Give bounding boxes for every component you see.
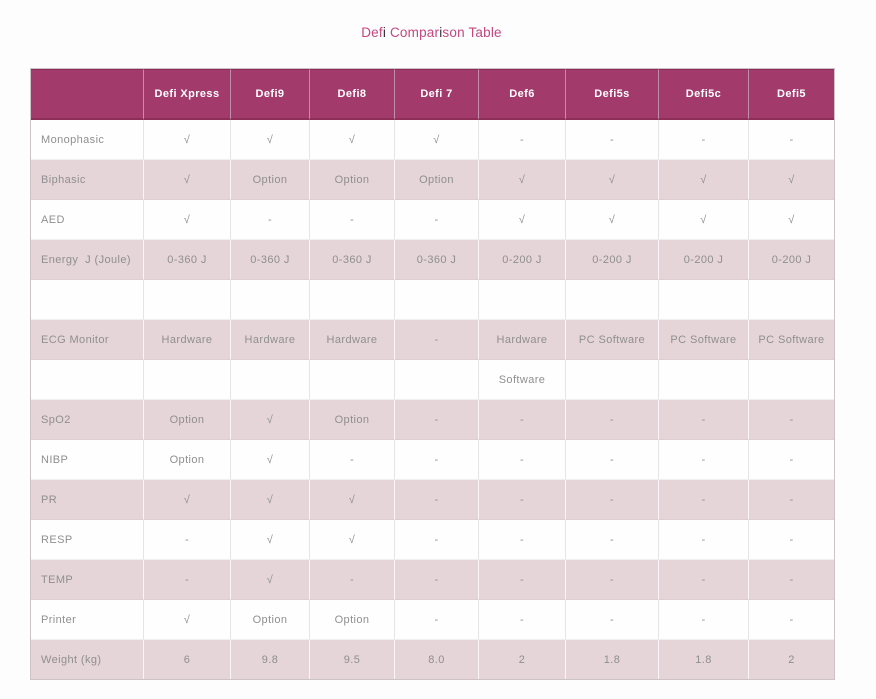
cell: √: [231, 520, 310, 560]
cell: 9.8: [231, 640, 310, 679]
cell: -: [749, 520, 834, 560]
cell: -: [479, 480, 566, 520]
row-label: AED: [31, 200, 144, 240]
table-body: [31, 120, 834, 679]
cell: 0-360 J: [395, 240, 479, 280]
cell: [479, 280, 566, 320]
cell: 2: [749, 640, 834, 679]
cell: 8.0: [395, 640, 479, 679]
table-row-pr: [31, 480, 834, 520]
cell: √: [144, 480, 231, 520]
table-row-aed: [31, 200, 834, 240]
cell: √: [479, 200, 566, 240]
cell: √: [479, 160, 566, 200]
cell: -: [395, 600, 479, 640]
row-label: NIBP: [31, 440, 144, 480]
column-header-defi5c: Defi5c: [659, 69, 749, 120]
table-row-energy-j-joule: [31, 240, 834, 280]
table-row-ecg-monitor: [31, 320, 834, 360]
cell: -: [566, 440, 659, 480]
row-label: SpO2: [31, 400, 144, 440]
cell: 0-200 J: [479, 240, 566, 280]
row-label: Monophasic: [31, 120, 144, 160]
cell: Hardware: [479, 320, 566, 360]
page-title: [30, 25, 833, 40]
column-header-def6: Def6: [479, 69, 566, 120]
cell: √: [231, 440, 310, 480]
cell: -: [659, 520, 749, 560]
corner-header: [31, 69, 144, 120]
cell: PC Software: [566, 320, 659, 360]
cell: Option: [144, 440, 231, 480]
cell: Option: [310, 600, 395, 640]
cell: -: [144, 520, 231, 560]
column-header-defi9: Defi9: [231, 69, 310, 120]
table-row-resp: [31, 520, 834, 560]
cell: 1.8: [659, 640, 749, 679]
cell: 6: [144, 640, 231, 679]
cell: -: [310, 560, 395, 600]
cell: [395, 280, 479, 320]
column-header-defi5s: Defi5s: [566, 69, 659, 120]
cell: -: [395, 480, 479, 520]
cell: Hardware: [310, 320, 395, 360]
title-part: i: [382, 25, 387, 40]
cell: -: [144, 560, 231, 600]
cell: √: [310, 520, 395, 560]
table-row-printer: [31, 600, 834, 640]
row-label: Printer: [31, 600, 144, 640]
cell: -: [395, 320, 479, 360]
cell: [659, 280, 749, 320]
cell: [310, 360, 395, 400]
table-row-temp: [31, 560, 834, 600]
cell: 2: [479, 640, 566, 679]
cell: √: [231, 120, 310, 160]
cell: √: [144, 600, 231, 640]
row-label: ECG Monitor: [31, 320, 144, 360]
cell: PC Software: [749, 320, 834, 360]
cell: √: [566, 200, 659, 240]
row-label: Biphasic: [31, 160, 144, 200]
cell: [659, 360, 749, 400]
cell: [395, 360, 479, 400]
cell: -: [659, 120, 749, 160]
cell: Hardware: [231, 320, 310, 360]
cell: -: [566, 480, 659, 520]
cell: -: [749, 400, 834, 440]
cell: -: [395, 560, 479, 600]
cell: 0-200 J: [749, 240, 834, 280]
cell: -: [395, 520, 479, 560]
cell: √: [659, 160, 749, 200]
row-label: [31, 280, 144, 320]
defi-comparison-table: [30, 68, 835, 680]
cell: -: [479, 120, 566, 160]
row-label: RESP: [31, 520, 144, 560]
column-header-defi-7: Defi 7: [395, 69, 479, 120]
cell: -: [659, 440, 749, 480]
cell: √: [231, 400, 310, 440]
row-label: TEMP: [31, 560, 144, 600]
cell: 0-360 J: [231, 240, 310, 280]
cell: -: [659, 560, 749, 600]
cell: -: [310, 200, 395, 240]
row-label: Weight (kg): [31, 640, 144, 679]
cell: √: [144, 200, 231, 240]
cell: -: [749, 120, 834, 160]
cell: -: [310, 440, 395, 480]
cell: [749, 360, 834, 400]
cell: [231, 280, 310, 320]
cell: -: [659, 600, 749, 640]
cell: Option: [310, 160, 395, 200]
cell: 1.8: [566, 640, 659, 679]
table-row-spo2: [31, 400, 834, 440]
cell: -: [566, 400, 659, 440]
cell: √: [310, 480, 395, 520]
cell: -: [395, 440, 479, 480]
cell: √: [659, 200, 749, 240]
cell: √: [144, 120, 231, 160]
cell: -: [749, 480, 834, 520]
cell: -: [659, 480, 749, 520]
cell: √: [749, 160, 834, 200]
cell: 0-200 J: [659, 240, 749, 280]
cell: -: [566, 560, 659, 600]
cell: PC Software: [659, 320, 749, 360]
cell: [566, 360, 659, 400]
cell: Option: [395, 160, 479, 200]
cell: -: [749, 440, 834, 480]
cell: Option: [144, 400, 231, 440]
cell: -: [566, 600, 659, 640]
cell: √: [144, 160, 231, 200]
row-label: [31, 360, 144, 400]
title-part: Compar: [386, 25, 440, 40]
cell: -: [479, 520, 566, 560]
cell: -: [479, 400, 566, 440]
cell: Software: [479, 360, 566, 400]
cell: 0-200 J: [566, 240, 659, 280]
cell: [144, 360, 231, 400]
cell: -: [231, 200, 310, 240]
cell: 0-360 J: [310, 240, 395, 280]
table-row-spacer: [31, 360, 834, 400]
title-part: Def: [361, 25, 383, 40]
header-row: [31, 69, 834, 120]
table-row-weight-kg: [31, 640, 834, 679]
cell: [566, 280, 659, 320]
cell: Option: [231, 600, 310, 640]
column-header-defi5: Defi5: [749, 69, 834, 120]
cell: -: [566, 520, 659, 560]
cell: -: [479, 600, 566, 640]
cell: -: [566, 120, 659, 160]
table-row-spacer: [31, 280, 834, 320]
cell: -: [395, 200, 479, 240]
cell: Hardware: [144, 320, 231, 360]
cell: [310, 280, 395, 320]
cell: [231, 360, 310, 400]
row-label: PR: [31, 480, 144, 520]
cell: -: [479, 440, 566, 480]
column-header-defi-xpress: Defi Xpress: [144, 69, 231, 120]
cell: Option: [310, 400, 395, 440]
title-part: son Table: [442, 25, 502, 40]
title-part: i: [439, 25, 443, 40]
cell: 9.5: [310, 640, 395, 679]
cell: [144, 280, 231, 320]
cell: Option: [231, 160, 310, 200]
table-row-monophasic: [31, 120, 834, 160]
table-row-nibp: [31, 440, 834, 480]
cell: √: [749, 200, 834, 240]
cell: √: [310, 120, 395, 160]
row-label: Energy J (Joule): [31, 240, 144, 280]
column-header-defi8: Defi8: [310, 69, 395, 120]
cell: -: [659, 400, 749, 440]
cell: √: [231, 480, 310, 520]
table-row-biphasic: [31, 160, 834, 200]
cell: [749, 280, 834, 320]
cell: √: [395, 120, 479, 160]
cell: -: [395, 400, 479, 440]
cell: √: [566, 160, 659, 200]
cell: √: [231, 560, 310, 600]
cell: -: [749, 560, 834, 600]
cell: -: [479, 560, 566, 600]
cell: 0-360 J: [144, 240, 231, 280]
cell: -: [749, 600, 834, 640]
